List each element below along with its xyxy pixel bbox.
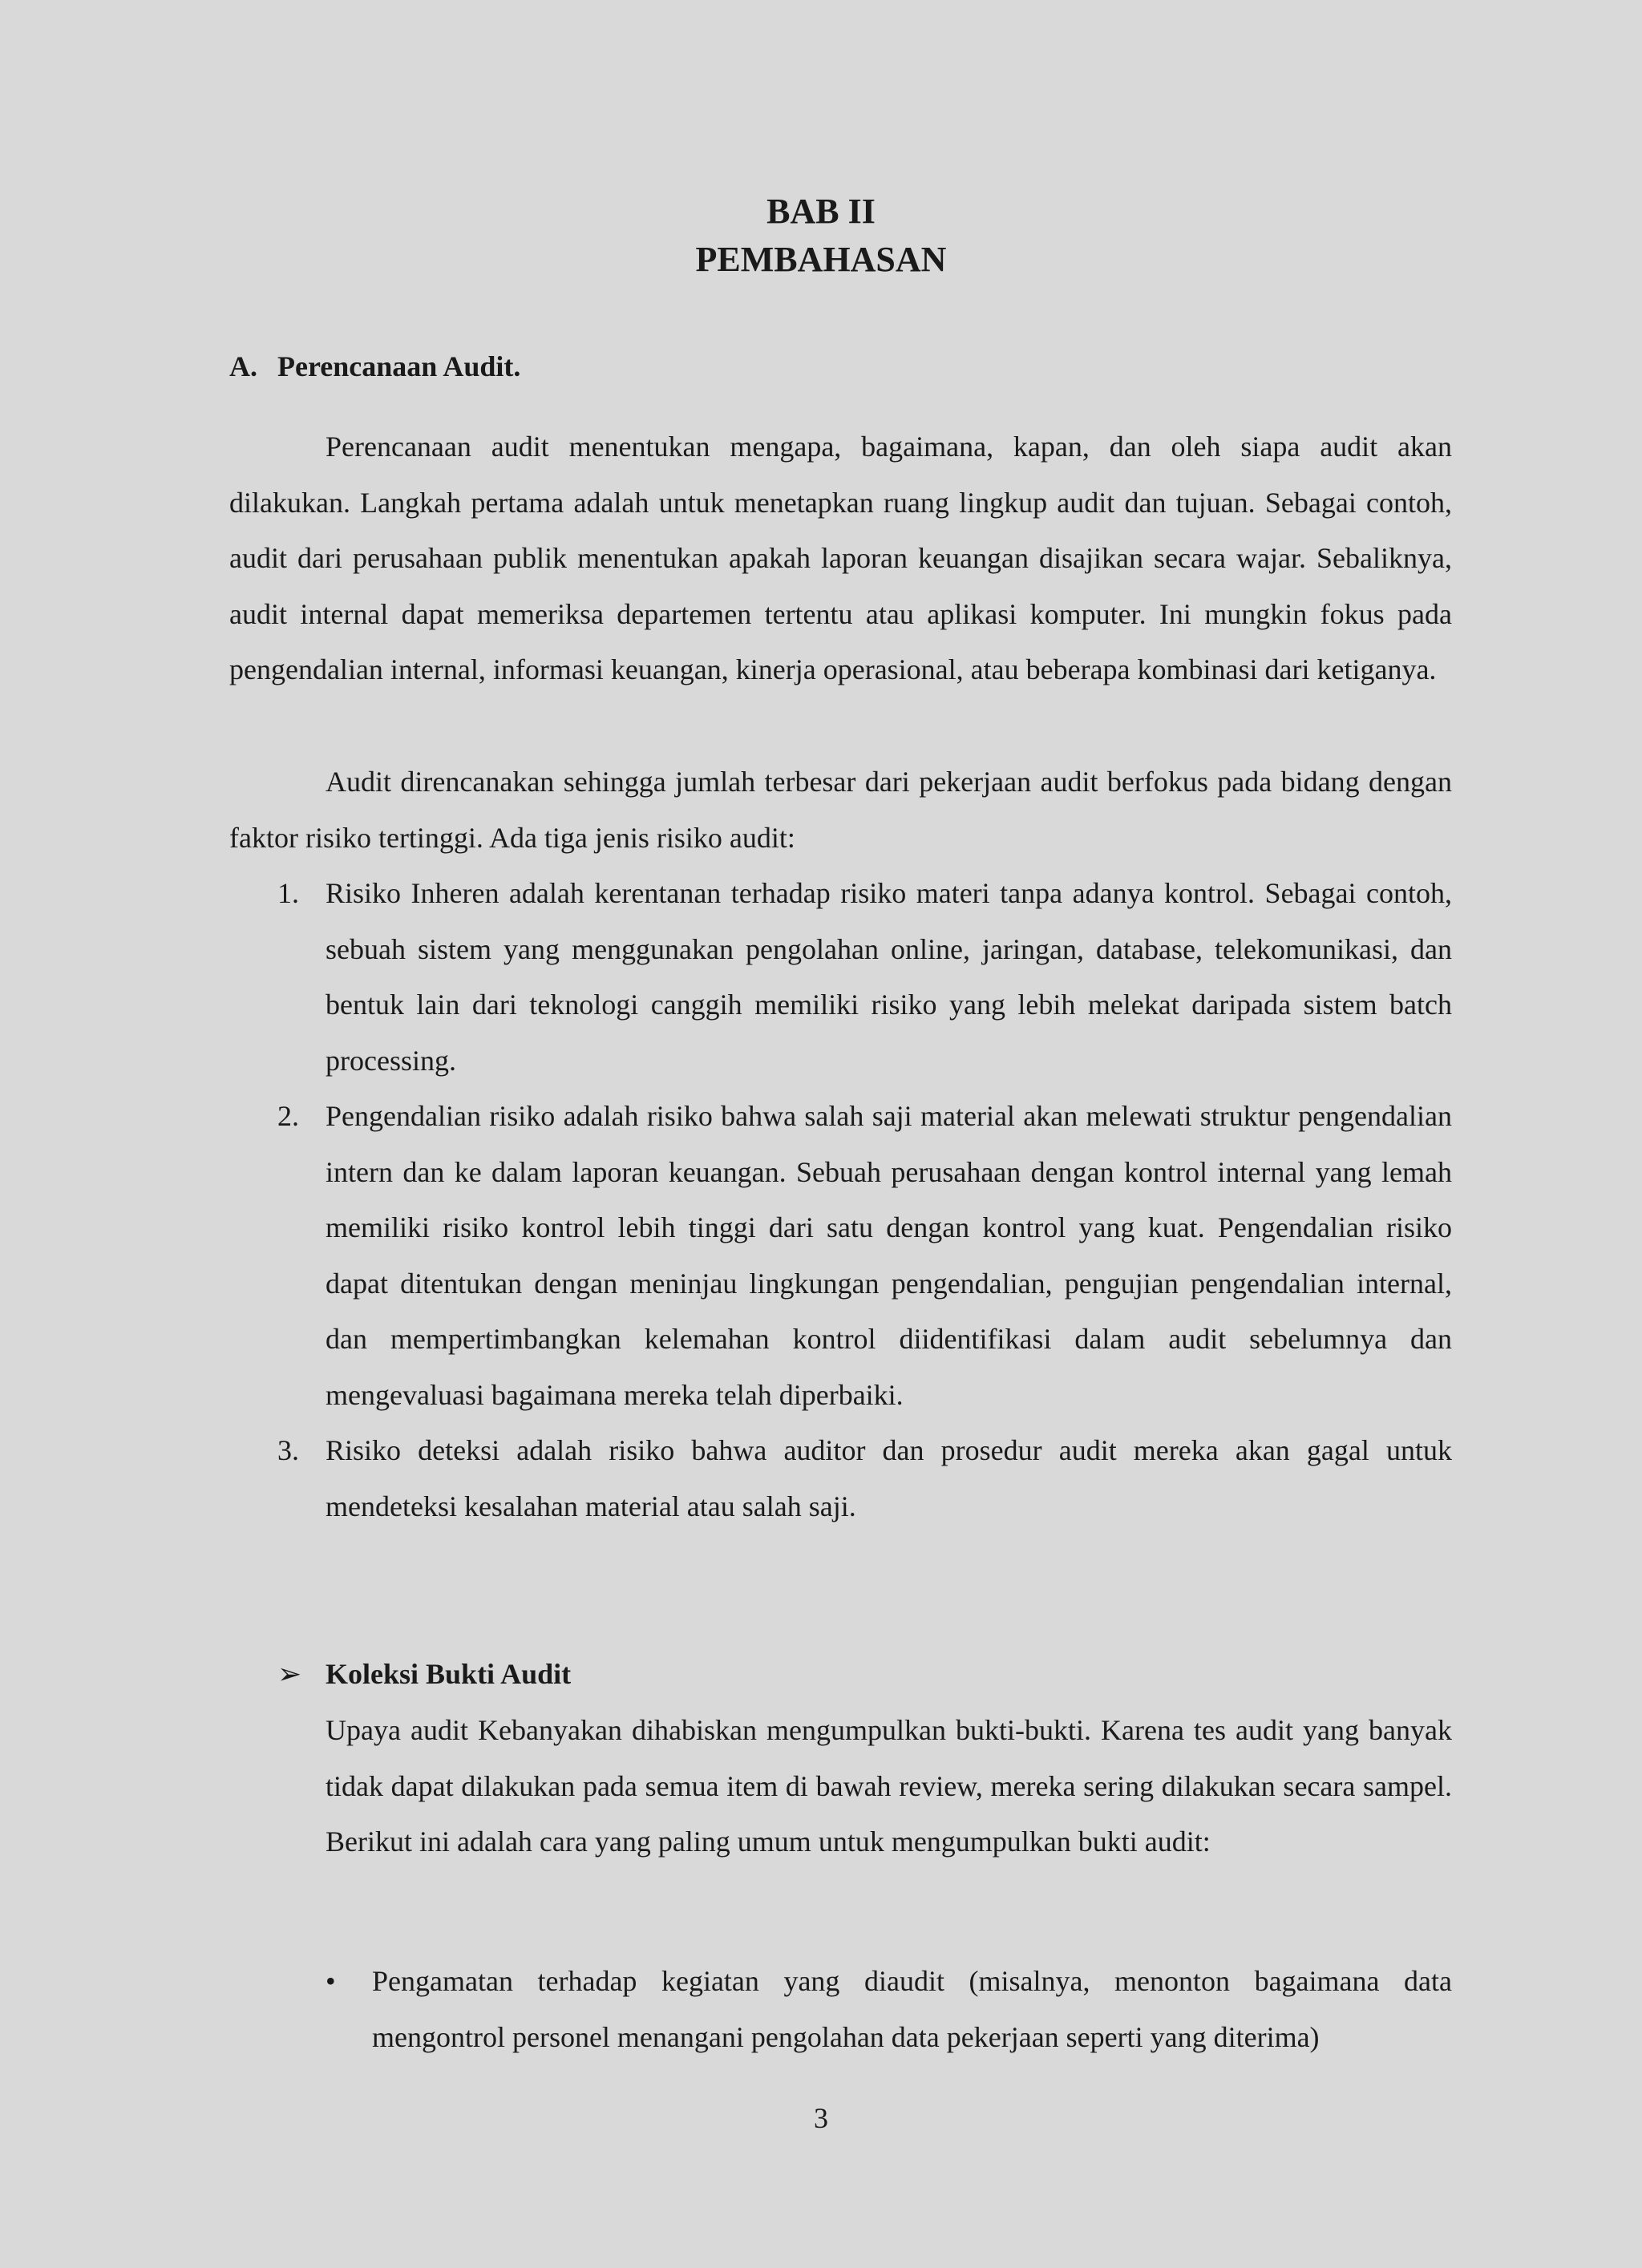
bullet-icon: • (326, 1965, 336, 1997)
risk-list (229, 866, 1452, 1534)
list-number: 3. (277, 1434, 299, 1466)
list-item-text: Pengamatan terhadap kegiatan yang diaudit (misalnya, menonton bagaimana data mengontrol personel menangani pengolahan data pekerjaan seperti yang diterima) (372, 1965, 1452, 2053)
list-number: 1. (277, 877, 299, 909)
subsection-paragraph: Upaya audit Kebanyakan dihabiskan mengumpulkan bukti-bukti. Karena tes audit yang banyak tidak dapat dilakukan pada semua item di bawah review, mereka sering dilakukan secara sampel. Berikut ini adalah cara yang paling umum untuk mengumpulkan bukti audit: (326, 1714, 1452, 1858)
page-number: 3 (814, 2102, 828, 2134)
subsection-title: Koleksi Bukti Audit (326, 1658, 572, 1690)
list-number: 2. (277, 1100, 299, 1132)
section-heading (229, 346, 520, 386)
arrow-bullet-icon: ➢ (277, 1658, 302, 1690)
chapter-number: BAB II (766, 192, 876, 231)
list-item (229, 866, 1452, 1089)
paragraph: Audit direncanakan sehingga jumlah terbesar dari pekerjaan audit berfokus pada bidang dengan faktor risiko tertinggi. Ada tiga jenis risiko audit: (229, 766, 1452, 854)
bullet-list (326, 1954, 1452, 2065)
paragraph: Perencanaan audit menentukan mengapa, bagaimana, kapan, dan oleh siapa audit akan dilakukan. Langkah pertama adalah untuk menetapkan ruang lingkup audit dan tujuan. Sebagai contoh, audit dari perusahaan publik menentukan apakah laporan keuangan disajikan secara wajar. Sebaliknya, audit internal dapat memeriksa departemen tertentu atau aplikasi komputer. Ini mungkin fokus pada pengendalian internal, informasi keuangan, kinerja operasional, atau beberapa kombinasi dari ketiganya. (229, 431, 1452, 685)
list-item (229, 1423, 1452, 1534)
list-item-text: Risiko Inheren adalah kerentanan terhadap risiko materi tanpa adanya kontrol. Sebagai contoh, sebuah sistem yang menggunakan pengolahan online, jaringan, database, telekomunikasi, dan bentuk lain dari teknologi canggih memiliki risiko yang lebih melekat daripada sistem batch processing. (326, 877, 1452, 1077)
list-item (229, 1089, 1452, 1423)
subsection-heading (277, 1650, 571, 1698)
chapter-heading (0, 188, 1642, 284)
list-item (326, 1954, 1452, 2065)
section-letter: A. (229, 350, 257, 382)
list-item-text: Risiko deteksi adalah risiko bahwa auditor dan prosedur audit mereka akan gagal untuk mendeteksi kesalahan material atau salah saji. (326, 1434, 1452, 1522)
chapter-title: PEMBAHASAN (695, 240, 947, 279)
section-title: Perencanaan Audit. (277, 350, 521, 382)
list-item-text: Pengendalian risiko adalah risiko bahwa salah saji material akan melewati struktur pengendalian intern dan ke dalam laporan keuangan. Sebuah perusahaan dengan kontrol internal yang lemah memiliki risiko kontrol lebih tinggi dari satu dengan kontrol yang kuat. Pengendalian risiko dapat ditentukan dengan meninjau lingkungan pengendalian, pengujian pengendalian internal, dan mempertimbangkan kelemahan kontrol diidentifikasi dalam audit sebelumnya dan mengevaluasi bagaimana mereka telah diperbaiki. (326, 1100, 1452, 1411)
